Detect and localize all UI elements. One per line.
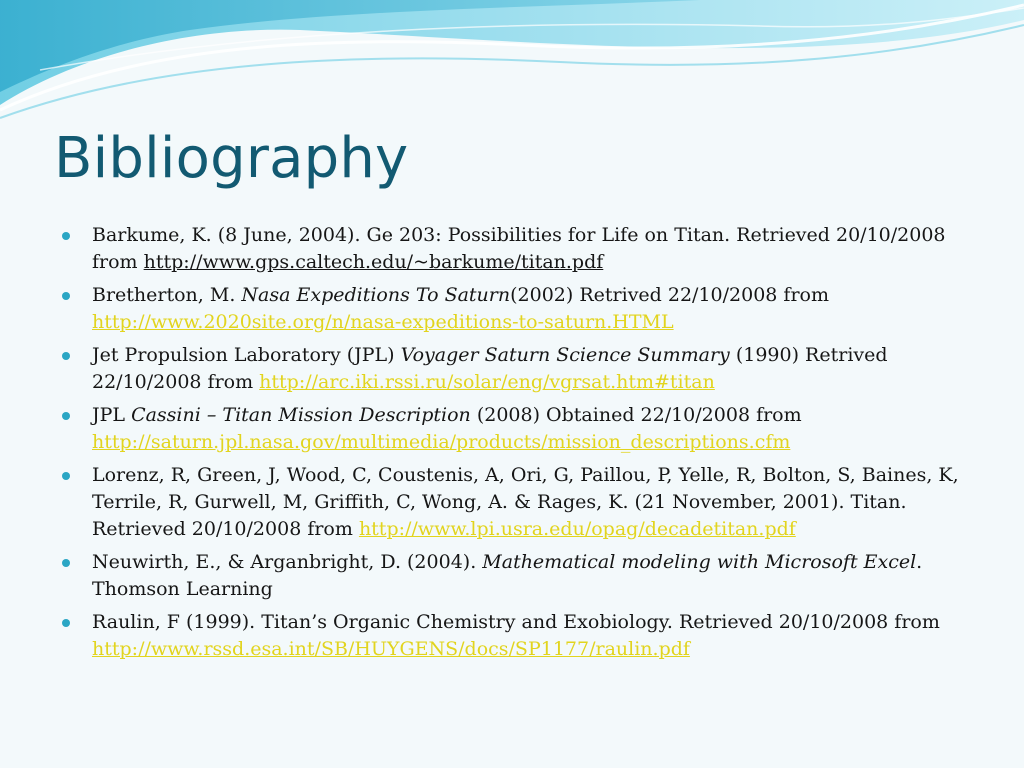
entry-text: Raulin, F (1999). Titan’s Organic Chemistry and Exobiology. Retrieved 20/10/2008 from xyxy=(92,611,940,633)
bibliography-entry xyxy=(62,402,962,456)
reference-link[interactable]: http://www.rssd.esa.int/SB/HUYGENS/docs/SP1177/raulin.pdf xyxy=(92,638,690,660)
entry-title-italic: Voyager Saturn Science Summary xyxy=(400,344,730,366)
decorative-wave-header xyxy=(0,0,1024,130)
reference-link[interactable]: http://arc.iki.rssi.ru/solar/eng/vgrsat.htm#titan xyxy=(259,371,715,393)
entry-text: (2008) Obtained 22/10/2008 from xyxy=(470,404,802,426)
bullet-icon xyxy=(62,232,70,240)
entry-text: (2002) Retrived 22/10/2008 from xyxy=(510,284,829,306)
reference-link[interactable]: http://saturn.jpl.nasa.gov/multimedia/products/mission_descriptions.cfm xyxy=(92,431,791,453)
bibliography-entry xyxy=(62,462,962,543)
bullet-icon xyxy=(62,412,70,420)
bullet-icon xyxy=(62,619,70,627)
bibliography-entry xyxy=(62,342,962,396)
bullet-icon xyxy=(62,472,70,480)
reference-link[interactable]: http://www.lpi.usra.edu/opag/decadetitan.pdf xyxy=(358,518,796,540)
bibliography-entry xyxy=(62,222,962,276)
entry-title-italic: Nasa Expeditions To Saturn xyxy=(241,284,511,306)
bullet-icon xyxy=(62,352,70,360)
slide-title: Bibliography xyxy=(54,126,409,191)
entry-title-italic: Mathematical modeling with Microsoft Excel xyxy=(482,551,917,573)
entry-text: Bretherton, M. xyxy=(92,284,242,306)
bibliography-entry xyxy=(62,282,962,336)
bibliography-entry xyxy=(62,549,962,603)
bibliography-list xyxy=(62,222,962,669)
entry-text: Jet Propulsion Laboratory (JPL) xyxy=(92,344,401,366)
entry-text: . Thomson Learning xyxy=(92,551,923,600)
entry-text: Neuwirth, E., & Arganbright, D. (2004). xyxy=(92,551,483,573)
entry-text: Barkume, K. (8 June, 2004). Ge 203: Possibilities for Life on Titan. Retrieved 20/10/2008 from xyxy=(92,224,946,273)
entry-text: Lorenz, R, Green, J, Wood, C, Coustenis, A, Ori, G, Paillou, P, Yelle, R, Bolton, S, Baines, K, Terrile, R, Gurwell, M, Griffith, C, Wong, A. & Rages, K. (21 November, 2001). Titan. Retrieved 20/10/2008 from xyxy=(92,464,959,540)
bullet-icon xyxy=(62,559,70,567)
entry-text: (1990) Retrived 22/10/2008 from xyxy=(92,344,888,393)
entry-title-italic: Cassini – Titan Mission Description xyxy=(131,404,471,426)
reference-link[interactable]: http://www.gps.caltech.edu/~barkume/titan.pdf xyxy=(143,251,604,273)
bullet-icon xyxy=(62,292,70,300)
bibliography-entry xyxy=(62,609,962,663)
reference-link[interactable]: http://www.2020site.org/n/nasa-expeditions-to-saturn.HTML xyxy=(92,311,674,333)
entry-text: JPL xyxy=(92,404,132,426)
